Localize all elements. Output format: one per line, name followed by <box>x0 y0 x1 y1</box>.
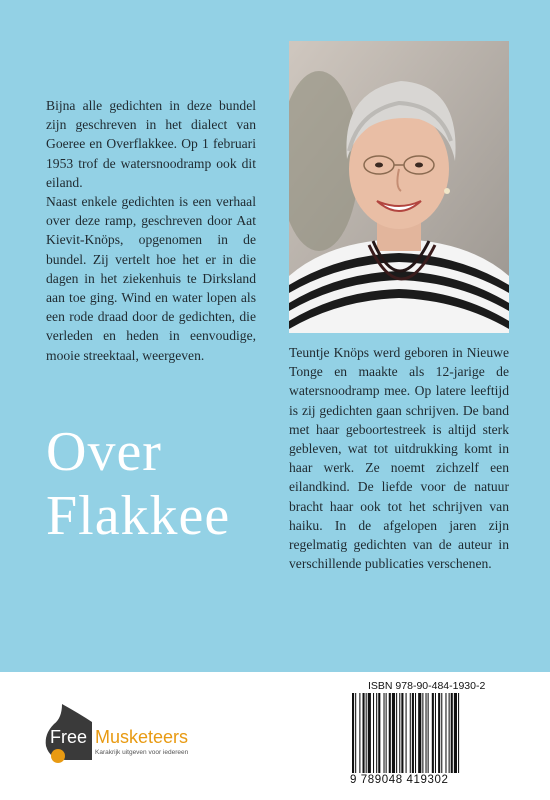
author-photo <box>289 41 509 333</box>
barcode-bar <box>389 693 391 773</box>
author-bio-paragraph: Teuntje Knöps werd geboren in Nieuwe Tonge en maakte als 12-jarige de watersnoodramp mee. Op latere leeftijd is zij gedichten gaan schrijven. De band met haar geboortestreek is altijd sterk gebleven, wat tot uitdrukking komt in haar werk. Ze noemt zichzelf een eilandkind. De liefde voor de natuur bracht haar ook tot het schrijven van haiku. In de afgelopen jaren zijn regelmatig gedichten van de auteur in verschillende publicaties verschenen. <box>289 345 509 572</box>
barcode-bar <box>366 693 367 773</box>
barcode-bar <box>399 693 400 773</box>
barcode-bar <box>401 693 403 773</box>
barcode-bar <box>428 693 429 773</box>
barcode-bar <box>422 693 423 773</box>
title-line: Over <box>46 421 162 483</box>
barcode-bar <box>352 693 354 773</box>
barcode-bar <box>418 693 421 773</box>
barcode-bar <box>355 693 356 773</box>
barcode-digits: 9 789048 419302 <box>350 774 449 786</box>
barcode-bar <box>451 693 453 773</box>
author-portrait-image <box>289 41 509 333</box>
barcode-bar <box>454 693 457 773</box>
blurb-text <box>46 96 256 365</box>
barcode-bar <box>410 693 411 773</box>
barcode-bar <box>445 693 446 773</box>
barcode-bar <box>384 693 385 773</box>
barcode-bar <box>378 693 380 773</box>
publisher-tagline: Karakrijk uitgeven voor iedereen <box>95 749 189 756</box>
barcode-bar <box>406 693 407 773</box>
barcode-bar <box>435 693 436 773</box>
barcode-bar <box>432 693 434 773</box>
author-bio <box>289 343 509 573</box>
title-line: Flakkee <box>46 485 231 547</box>
barcode-bar <box>392 693 395 773</box>
barcode-bar <box>438 693 440 773</box>
barcode-bar <box>426 693 427 773</box>
barcode-bar <box>373 693 374 773</box>
isbn-label: ISBN 978-90-484-1930-2 <box>368 680 486 692</box>
barcode-bar <box>363 693 365 773</box>
barcode-bar <box>376 693 377 773</box>
blurb-paragraph: Naast enkele gedichten is een verhaal over deze ramp, geschreven door Aat Kievit-Knöps, opgenomen in de bundel. Zij vertelt hoe het er in die dagen in het ziekenhuis te Dirksland aan toe ging. Wind en water lopen als een rode draad door de gedichten, die verleden en heden in eenvoudige, mooie streektaal, weergeven. <box>46 194 256 363</box>
barcode-bar <box>396 693 397 773</box>
barcode-bar <box>441 693 442 773</box>
barcode-bar <box>412 693 414 773</box>
publisher-name-musketeers: Musketeers <box>95 727 189 747</box>
isbn-barcode <box>350 693 512 775</box>
barcode-bar <box>386 693 387 773</box>
barcode-bar <box>368 693 371 773</box>
blurb-paragraph: Bijna alle gedichten in deze bundel zijn geschreven in het dialect van Goeree en Overflakkee. Op 1 februari 1953 trof de watersnoodramp ook dit eiland. <box>46 98 256 190</box>
book-title <box>46 420 230 548</box>
publisher-name-free: Free <box>50 727 88 747</box>
barcode-bar <box>458 693 459 773</box>
barcode-bar <box>359 693 360 773</box>
barcode-bar <box>415 693 416 773</box>
barcode-bar <box>449 693 450 773</box>
